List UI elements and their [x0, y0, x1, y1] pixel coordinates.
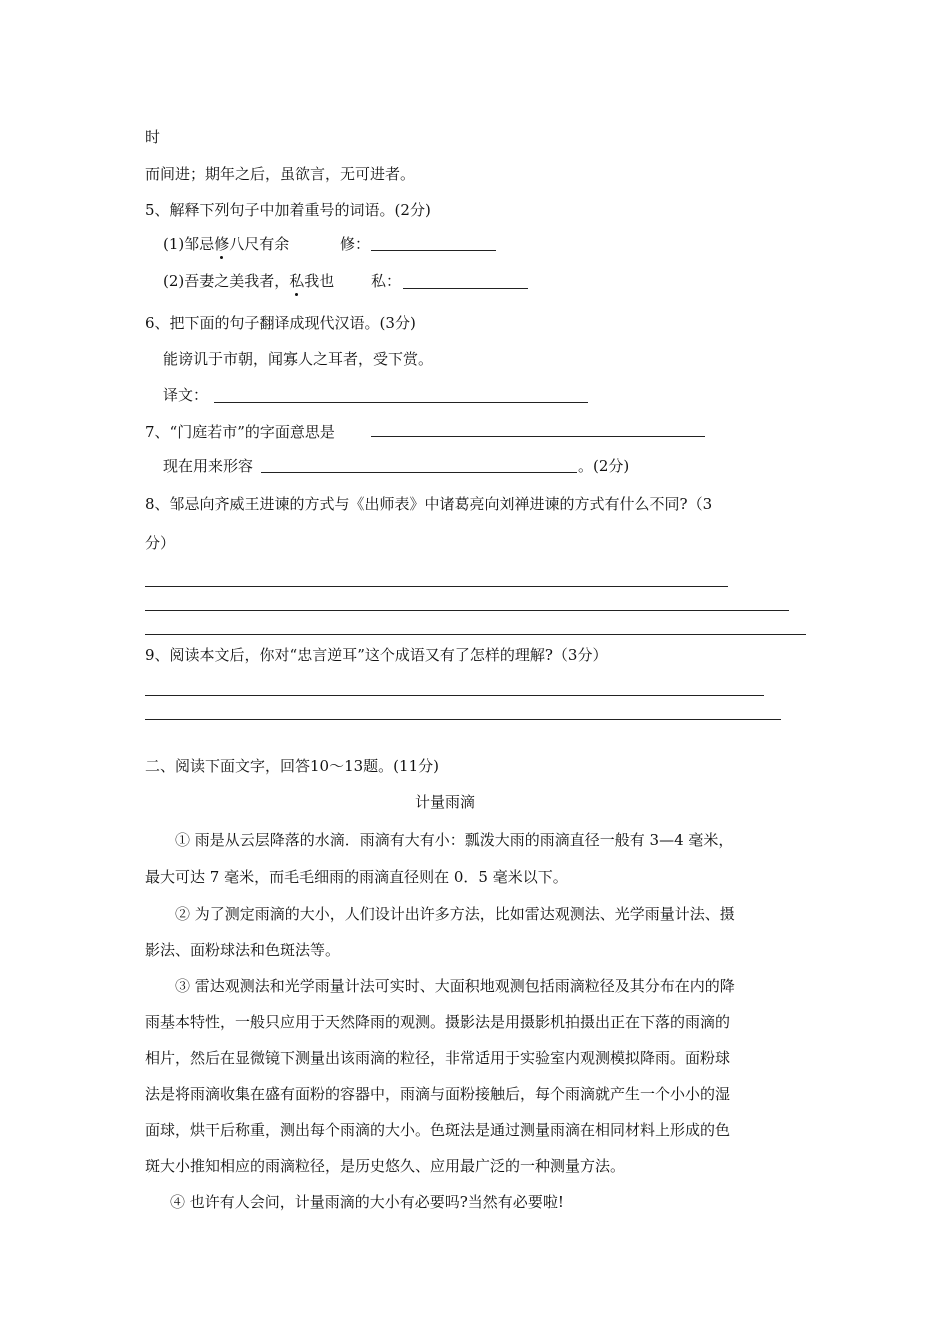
- paragraph-line: 雨基本特性，一般只应用于天然降雨的观测。摄影法是用摄影机拍摄出正在下落的雨滴的: [145, 1013, 731, 1031]
- answer-label: 私：: [371, 272, 402, 290]
- paragraph-line: ③ 雷达观测法和光学雨量计法可实时、大面积地观测包括雨滴粒径及其分布在内的降: [175, 977, 735, 995]
- answer-blank[interactable]: [371, 250, 496, 251]
- answer-line[interactable]: [145, 610, 789, 611]
- emphasis-mark: 私: [289, 272, 305, 290]
- question-5: 5、解释下列句子中加着重号的词语。(2分): [145, 201, 431, 219]
- answer-line[interactable]: [145, 586, 728, 587]
- answer-label: 译文：: [163, 386, 209, 404]
- paragraph-line: 面球，烘干后称重，测出每个雨滴的大小。色斑法是通过测量雨滴在相同材料上形成的色: [145, 1121, 731, 1139]
- answer-label: 修：: [340, 235, 371, 253]
- item-text: (1)邹忌: [163, 235, 215, 253]
- paragraph-line: 最大可达 7 毫米，而毛毛细雨的雨滴直径则在 0．5 毫米以下。: [145, 868, 568, 886]
- question-7: 7、“门庭若市”的字面意思是: [145, 423, 335, 441]
- answer-blank[interactable]: [371, 436, 705, 437]
- text-line: 而间进；期年之后，虽欲言，无可进者。: [145, 165, 416, 183]
- paragraph-line: ① 雨是从云层降落的水滴．雨滴有大有小：瓢泼大雨的雨滴直径一般有 3—4 毫米，: [175, 831, 734, 849]
- paragraph-line: 斑大小推知相应的雨滴粒径，是历史悠久、应用最广泛的一种测量方法。: [145, 1157, 626, 1175]
- answer-blank[interactable]: [214, 402, 588, 403]
- paragraph-line: ④ 也许有人会问，计量雨滴的大小有必要吗?当然有必要啦!: [170, 1193, 564, 1211]
- paragraph-line: 相片，然后在显微镜下测量出该雨滴的粒径，非常适用于实验室内观测模拟降雨。面粉球: [145, 1049, 731, 1067]
- question-9: 9、阅读本文后，你对“忠言逆耳”这个成语又有了怎样的理解?（3分）: [145, 646, 608, 664]
- score-note: 。(2分): [578, 457, 630, 475]
- question-6: 6、把下面的句子翻译成现代汉语。(3分): [145, 314, 416, 332]
- question-8: 8、邹忌向齐威王进谏的方式与《出师表》中诸葛亮向刘禅进谏的方式有什么不同?（3: [145, 495, 713, 513]
- question-6-source: 能谤讥于市朝，闻寡人之耳者，受下赏。: [163, 350, 434, 368]
- article-title: 计量雨滴: [415, 793, 476, 811]
- emphasis-mark: 修: [214, 235, 230, 253]
- paragraph-line: 法是将雨滴收集在盛有面粉的容器中，雨滴与面粉接触后，每个雨滴就产生一个小小的湿: [145, 1085, 731, 1103]
- answer-blank[interactable]: [403, 288, 528, 289]
- answer-line[interactable]: [145, 719, 781, 720]
- item-text: (2)吾妻之美我者，: [163, 272, 290, 290]
- paragraph-line: ② 为了测定雨滴的大小，人们设计出许多方法，比如雷达观测法、光学雨量计法、摄: [175, 905, 735, 923]
- question-5-item-2: [163, 271, 334, 291]
- text-line: 时: [145, 128, 161, 146]
- section-2-heading: 二、阅读下面文字，回答10～13题。(11分): [145, 757, 439, 775]
- answer-line[interactable]: [145, 695, 764, 696]
- question-5-item-1: [163, 234, 289, 254]
- paragraph-line: 影法、面粉球法和色斑法等。: [145, 941, 341, 959]
- answer-line[interactable]: [145, 634, 806, 635]
- question-7-part-2: 现在用来形容: [163, 457, 254, 475]
- item-text: 八尺有余: [229, 235, 290, 253]
- answer-blank[interactable]: [261, 472, 577, 473]
- question-8-cont: 分）: [145, 534, 176, 552]
- item-text: 我也: [304, 272, 335, 290]
